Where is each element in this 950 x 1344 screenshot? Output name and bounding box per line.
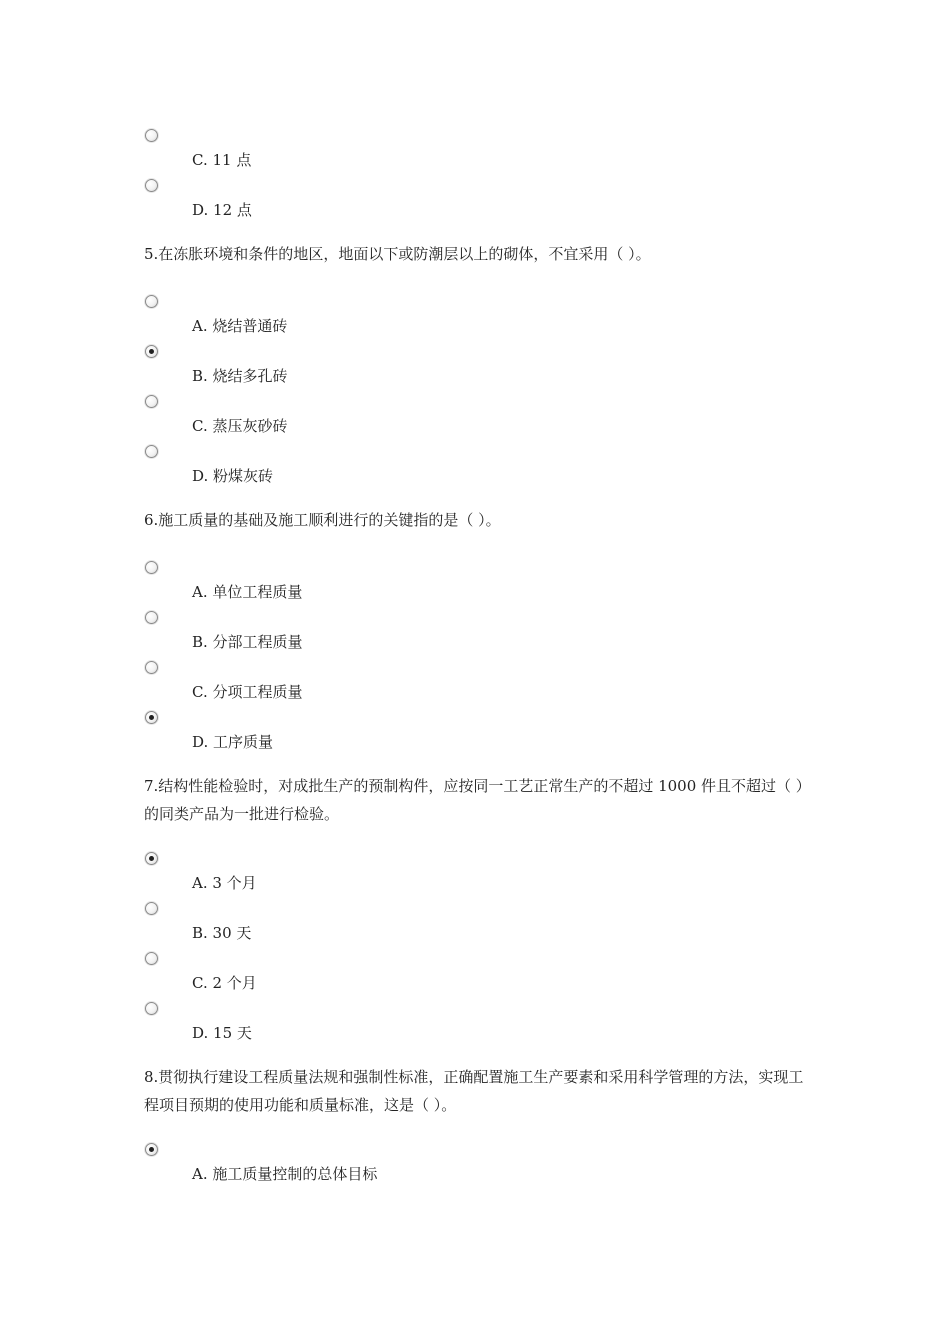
q5-option-a-radio[interactable] [145,295,158,308]
q4-option-c-label: C. 11 点 [192,151,252,169]
q7-text: 7.结构性能检验时，对成批生产的预制构件，应按同一工艺正常生产的不超过 1000 件且不超过（ ）的同类产品为一批进行检验。 [144,777,811,823]
q5-option-d-label: D. 粉煤灰砖 [192,467,274,485]
q6-text: 6.施工质量的基础及施工顺利进行的关键指的是（ ）。 [144,511,501,529]
q8-option-a-label: A. 施工质量控制的总体目标 [192,1165,378,1183]
q4-option-d-label: D. 12 点 [192,201,252,219]
q5-option-a-label: A. 烧结普通砖 [192,317,288,335]
q6-option-d-radio[interactable] [145,711,158,724]
q6-option-c-radio[interactable] [145,661,158,674]
q6-option-a-label: A. 单位工程质量 [192,583,303,601]
q4-option-c-radio[interactable] [145,129,158,142]
q7-option-d-label: D. 15 天 [192,1024,252,1042]
q7-option-b-label: B. 30 天 [192,924,252,942]
q7-option-c-radio[interactable] [145,952,158,965]
q5-option-b-label: B. 烧结多孔砖 [192,367,288,385]
q4-option-d-radio[interactable] [145,179,158,192]
q8-text: 8.贯彻执行建设工程质量法规和强制性标准，正确配置施工生产要素和采用科学管理的方法，实现工程项目预期的使用功能和质量标准，这是（ ）。 [144,1068,804,1114]
q5-option-c-label: C. 蒸压灰砂砖 [192,417,288,435]
q8-option-a-radio[interactable] [145,1143,158,1156]
q7-option-d-radio[interactable] [145,1002,158,1015]
q6-option-b-label: B. 分部工程质量 [192,633,303,651]
q7-option-a-label: A. 3 个月 [192,874,257,892]
q7-option-b-radio[interactable] [145,902,158,915]
q7-option-a-radio[interactable] [145,852,158,865]
q5-text: 5.在冻胀环境和条件的地区，地面以下或防潮层以上的砌体，不宜采用（ ）。 [144,245,651,263]
q6-option-a-radio[interactable] [145,561,158,574]
q5-option-c-radio[interactable] [145,395,158,408]
q7-option-c-label: C. 2 个月 [192,974,257,992]
q6-option-d-label: D. 工序质量 [192,733,274,751]
q5-option-b-radio[interactable] [145,345,158,358]
q5-option-d-radio[interactable] [145,445,158,458]
q6-option-b-radio[interactable] [145,611,158,624]
q6-option-c-label: C. 分项工程质量 [192,683,303,701]
